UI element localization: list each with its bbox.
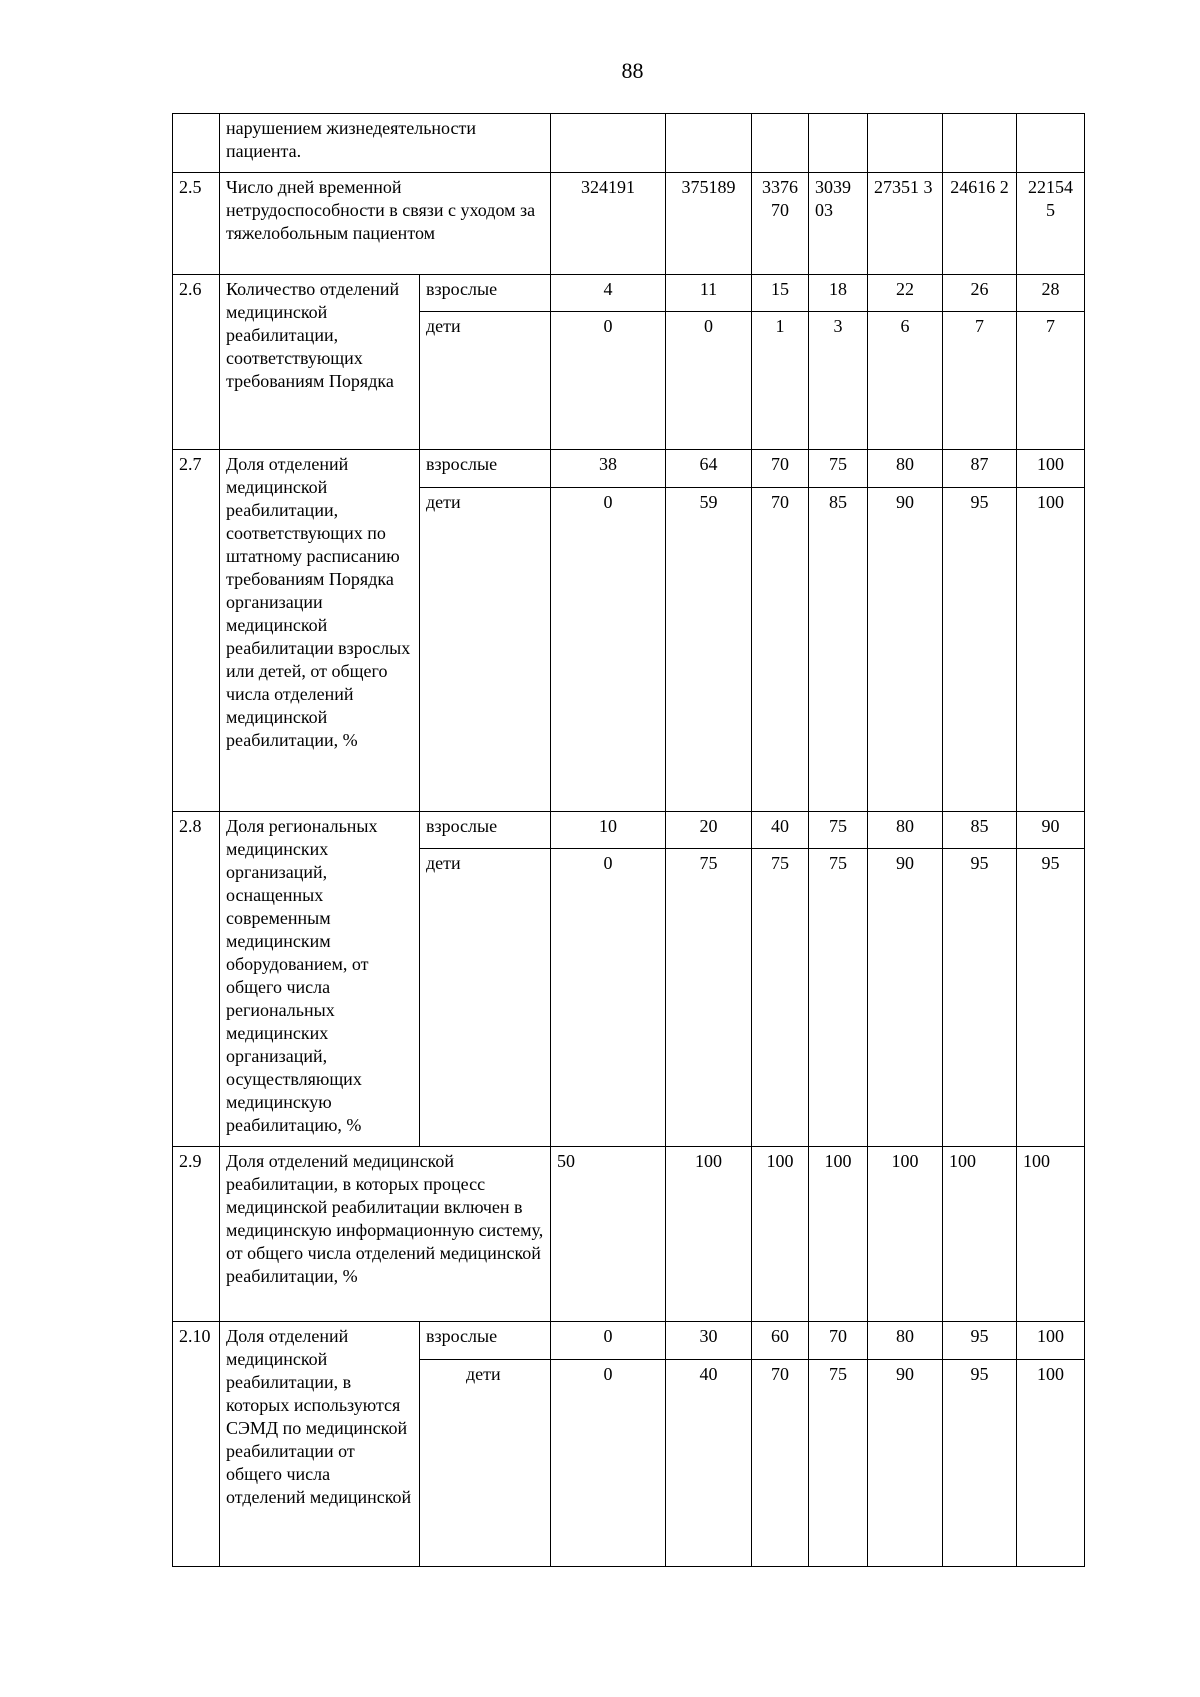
value-cell: 28	[1017, 275, 1085, 312]
value-cell: 40	[752, 812, 809, 849]
value-cell: 75	[809, 849, 868, 1147]
row-label: нарушением жизнедеятельности пациента.	[220, 114, 551, 173]
value-cell: 22154 5	[1017, 173, 1085, 275]
value-cell: 75	[809, 450, 868, 488]
row-number: 2.7	[173, 450, 220, 812]
row-number: 2.5	[173, 173, 220, 275]
value-cell: 375189	[666, 173, 752, 275]
table-row	[173, 114, 1085, 173]
subgroup-label: взрослые	[420, 450, 551, 488]
value-cell: 85	[809, 488, 868, 812]
value-cell: 95	[943, 1322, 1017, 1360]
value-cell: 75	[666, 849, 752, 1147]
subgroup-label: дети	[420, 488, 551, 812]
value-cell: 80	[868, 1322, 943, 1360]
table-row	[173, 450, 1085, 488]
value-cell: 3039 03	[809, 173, 868, 275]
value-cell: 90	[868, 1360, 943, 1567]
subgroup-label: взрослые	[420, 275, 551, 312]
value-cell: 100	[868, 1147, 943, 1322]
value-cell: 100	[1017, 1360, 1085, 1567]
row-label: Число дней временной нетрудоспособности в связи с уходом за тяжелобольным пациентом	[220, 173, 551, 275]
value-cell: 75	[809, 1360, 868, 1567]
table-row	[173, 1147, 1085, 1322]
value-cell: 7	[943, 312, 1017, 450]
value-cell: 70	[809, 1322, 868, 1360]
value-cell: 95	[943, 488, 1017, 812]
subgroup-label: дети	[420, 1360, 551, 1567]
value-cell: 0	[551, 849, 666, 1147]
value-cell: 100	[666, 1147, 752, 1322]
value-cell: 80	[868, 812, 943, 849]
value-cell: 30	[666, 1322, 752, 1360]
value-cell: 0	[551, 1360, 666, 1567]
value-cell: 40	[666, 1360, 752, 1567]
value-cell: 324191	[551, 173, 666, 275]
value-cell: 3376 70	[752, 173, 809, 275]
value-cell: 24616 2	[943, 173, 1017, 275]
value-cell: 100	[752, 1147, 809, 1322]
row-number: 2.9	[173, 1147, 220, 1322]
value-cell: 10	[551, 812, 666, 849]
row-label: Доля отделений медицинской реабилитации, в которых процесс медицинской реабилитации включен в медицинскую информационную систему, от общего числа отделений медицинской реабилитации, %	[220, 1147, 551, 1322]
value-cell: 95	[943, 1360, 1017, 1567]
value-cell: 70	[752, 450, 809, 488]
page-number: 88	[621, 58, 644, 83]
value-cell: 75	[809, 812, 868, 849]
value-cell: 18	[809, 275, 868, 312]
value-cell: 0	[551, 312, 666, 450]
value-cell: 95	[1017, 849, 1085, 1147]
row-label: Доля отделений медицинской реабилитации, соответствующих по штатному расписанию требованиям Порядка организации медицинской реабилитации взрослых или детей, от общего числа отделений медицинской реабилитации, %	[220, 450, 420, 812]
row-label: Количество отделений медицинской реабилитации, соответствующих требованиям Порядка	[220, 275, 420, 450]
value-cell: 11	[666, 275, 752, 312]
value-cell: 0	[666, 312, 752, 450]
value-cell: 100	[809, 1147, 868, 1322]
value-cell: 90	[1017, 812, 1085, 849]
value-cell: 100	[1017, 450, 1085, 488]
value-cell: 0	[551, 488, 666, 812]
value-cell: 90	[868, 488, 943, 812]
value-cell: 6	[868, 312, 943, 450]
row-number: 2.8	[173, 812, 220, 1147]
table-row	[173, 812, 1085, 849]
value-cell: 70	[752, 488, 809, 812]
value-cell: 100	[943, 1147, 1017, 1322]
table-row	[173, 173, 1085, 275]
table-row	[173, 1322, 1085, 1360]
subgroup-label: взрослые	[420, 812, 551, 849]
value-cell: 100	[1017, 1322, 1085, 1360]
value-cell: 87	[943, 450, 1017, 488]
value-cell: 100	[1017, 1147, 1085, 1322]
value-cell: 75	[752, 849, 809, 1147]
value-cell: 38	[551, 450, 666, 488]
table-row	[173, 275, 1085, 312]
value-cell: 60	[752, 1322, 809, 1360]
value-cell: 7	[1017, 312, 1085, 450]
indicators-table	[172, 113, 1085, 1567]
value-cell: 70	[752, 1360, 809, 1567]
value-cell: 90	[868, 849, 943, 1147]
value-cell: 80	[868, 450, 943, 488]
row-number: 2.10	[173, 1322, 220, 1567]
value-cell: 95	[943, 849, 1017, 1147]
value-cell: 3	[809, 312, 868, 450]
value-cell: 26	[943, 275, 1017, 312]
value-cell: 85	[943, 812, 1017, 849]
value-cell: 4	[551, 275, 666, 312]
value-cell: 59	[666, 488, 752, 812]
value-cell: 1	[752, 312, 809, 450]
value-cell: 15	[752, 275, 809, 312]
value-cell: 50	[551, 1147, 666, 1322]
row-number	[173, 114, 220, 173]
subgroup-label: взрослые	[420, 1322, 551, 1360]
value-cell: 27351 3	[868, 173, 943, 275]
row-number: 2.6	[173, 275, 220, 450]
subgroup-label: дети	[420, 312, 551, 450]
value-cell: 20	[666, 812, 752, 849]
row-label: Доля региональных медицинских организаций, оснащенных современным медицинским оборудованием, от общего числа региональных медицинских организаций, осуществляющих медицинскую реабилитацию, %	[220, 812, 420, 1147]
value-cell: 0	[551, 1322, 666, 1360]
value-cell: 22	[868, 275, 943, 312]
value-cell: 100	[1017, 488, 1085, 812]
value-cell: 64	[666, 450, 752, 488]
row-label: Доля отделений медицинской реабилитации, в которых используются СЭМД по медицинской реабилитации от общего числа отделений медицинской	[220, 1322, 420, 1567]
subgroup-label: дети	[420, 849, 551, 1147]
